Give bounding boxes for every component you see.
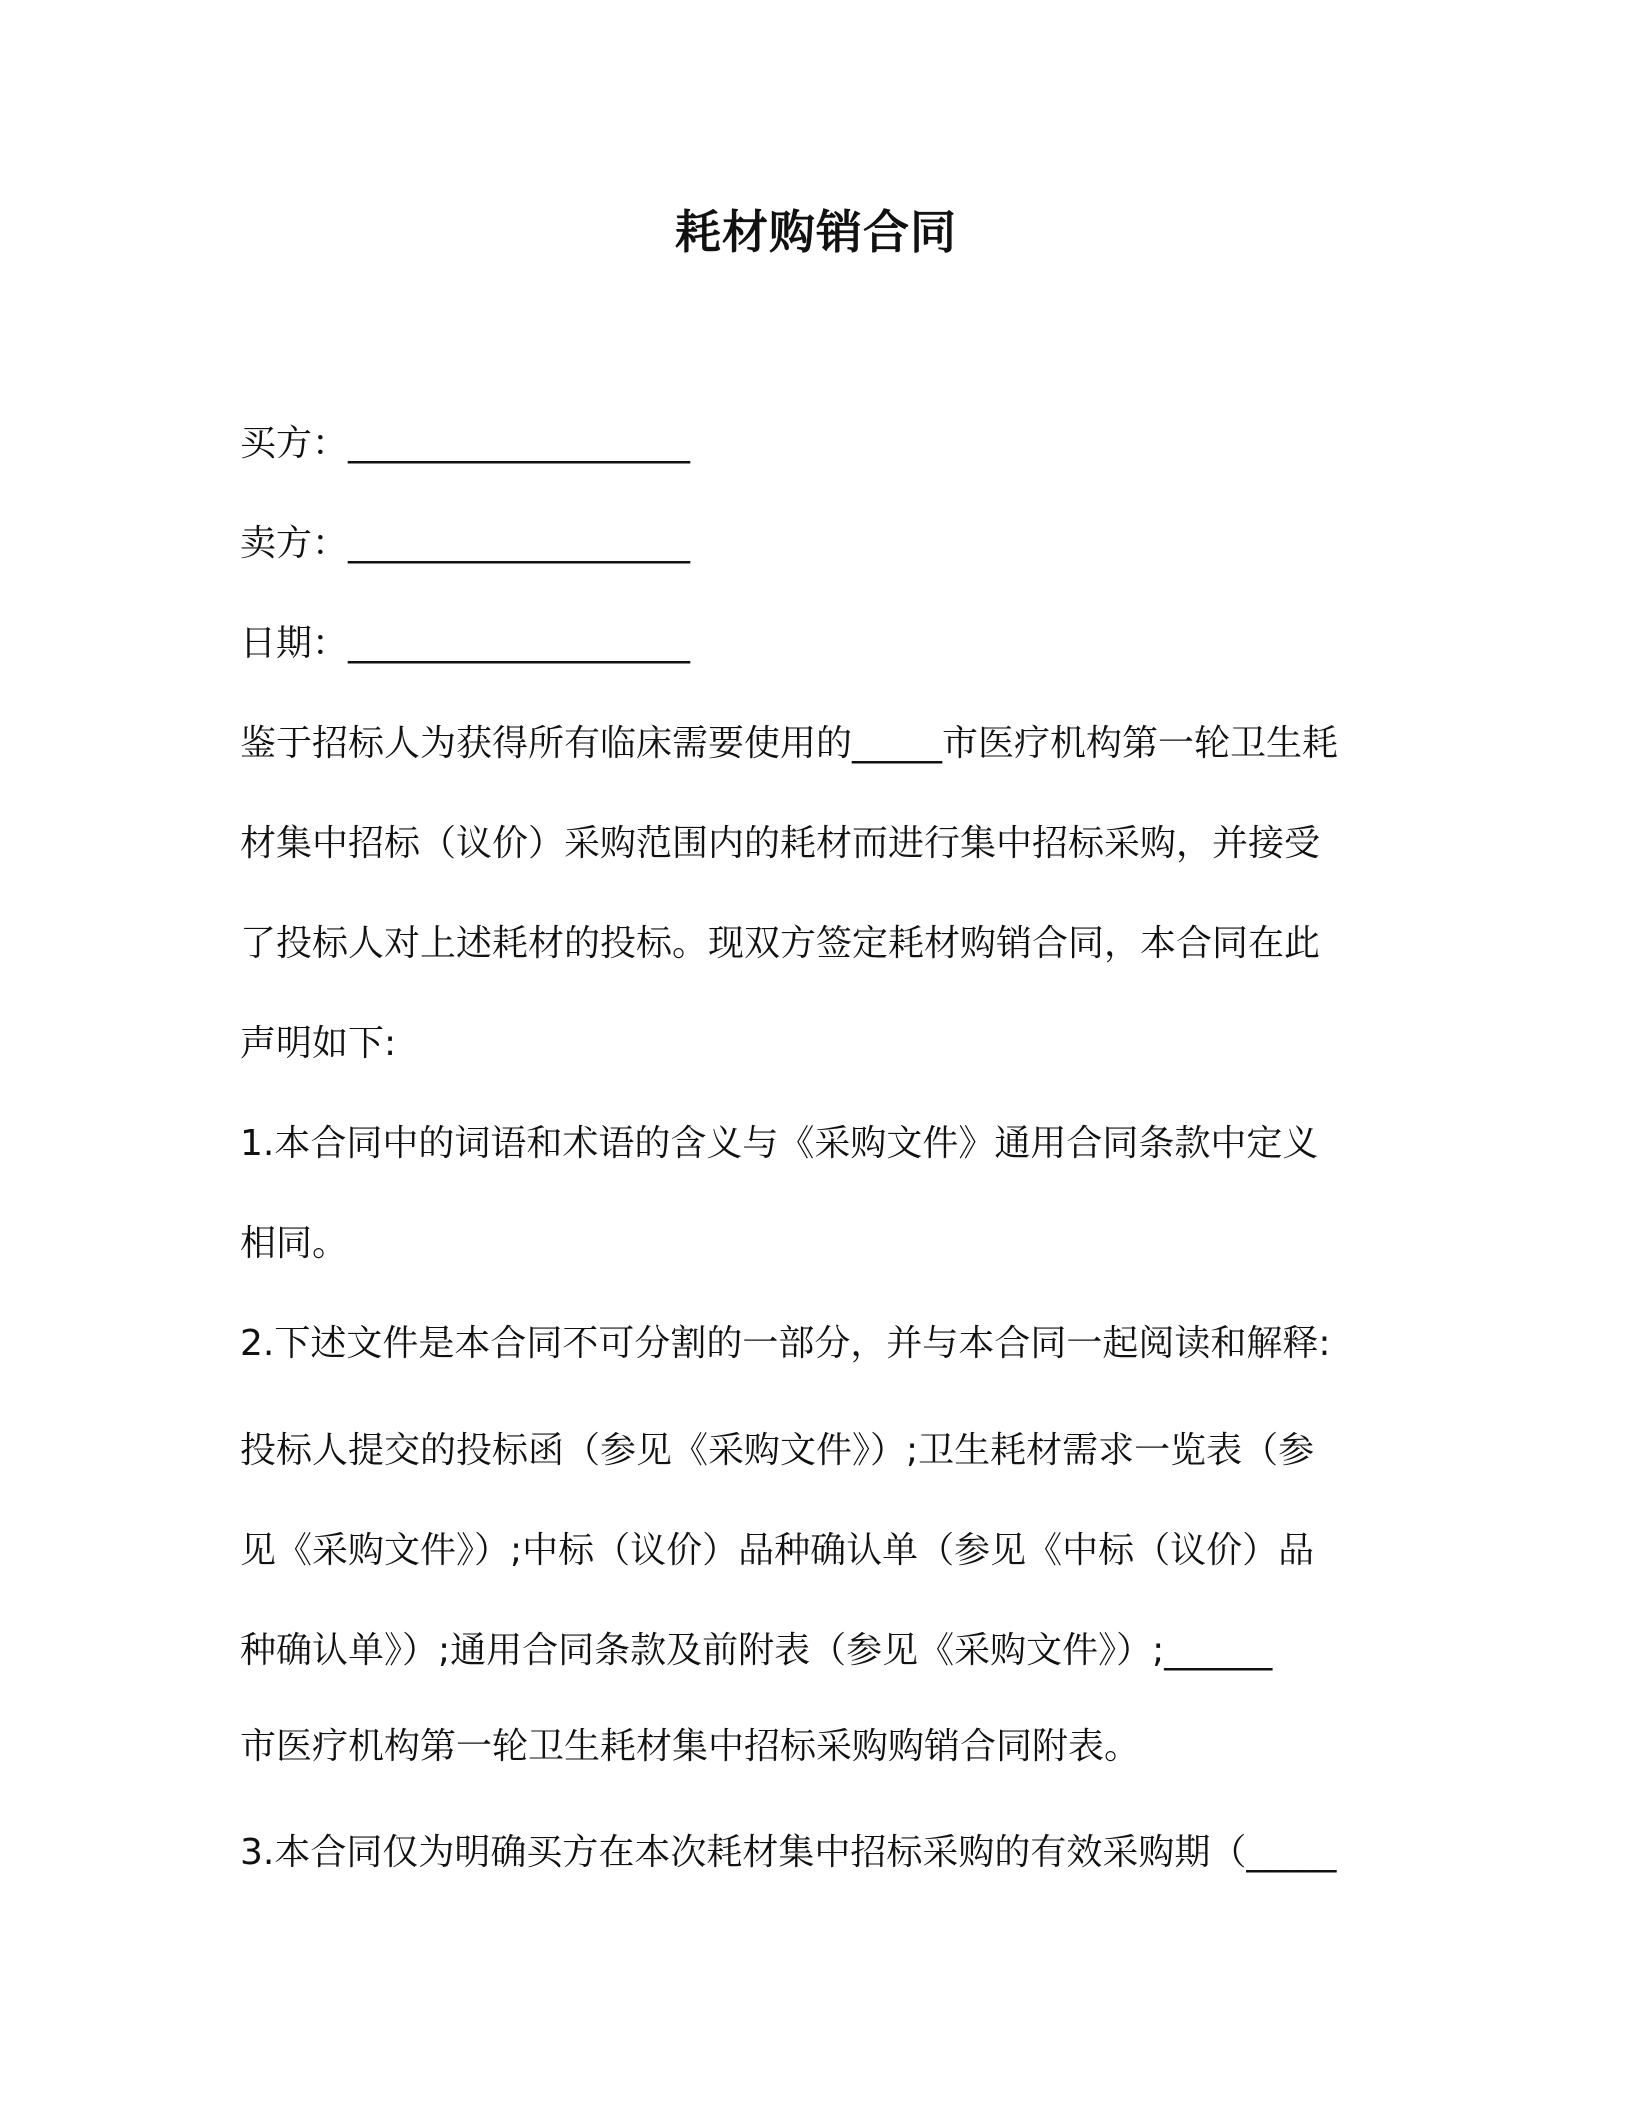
- clause-2-line: 市医疗机构第一轮卫生耗材集中招标采购购销合同附表。: [240, 1726, 1141, 1767]
- clause-2-line: 投标人提交的投标函（参见《采购文件》）;卫生耗材需求一览表（参: [240, 1430, 1315, 1471]
- date-label: 日期：: [240, 623, 349, 664]
- clause-2-line: 2.下述文件是本合同不可分割的一部分，并与本合同一起阅读和解释:: [240, 1323, 1331, 1364]
- seller-field: [240, 520, 690, 568]
- clause-3-line: 3.本合同仅为明确买方在本次耗材集中招标采购的有效采购期（_____: [240, 1832, 1337, 1873]
- clause-2-line: 见《采购文件》）;中标（议价）品种确认单（参见《中标（议价）品: [240, 1530, 1315, 1571]
- date-field: [240, 620, 690, 668]
- paragraph-line: 材集中招标（议价）采购范围内的耗材而进行集中招标采购，并接受: [240, 823, 1321, 864]
- clause-1-line: 1.本合同中的词语和术语的含义与《采购文件》通用合同条款中定义: [240, 1123, 1319, 1164]
- paragraph-line: 了投标人对上述耗材的投标。现双方签定耗材购销合同，本合同在此: [240, 923, 1321, 964]
- buyer-label: 买方：: [240, 423, 349, 464]
- paragraph-line: 鉴于招标人为获得所有临床需要使用的_____市医疗机构第一轮卫生耗: [240, 723, 1339, 764]
- buyer-blank: ___________________: [348, 423, 691, 464]
- date-blank: ___________________: [348, 623, 691, 664]
- document-title: 耗材购销合同: [675, 205, 957, 259]
- clause-2-line: 种确认单》）;通用合同条款及前附表（参见《采购文件》）;______: [240, 1630, 1273, 1671]
- seller-blank: ___________________: [348, 523, 691, 564]
- seller-label: 卖方：: [240, 523, 349, 564]
- buyer-field: [240, 420, 690, 468]
- paragraph-line: 声明如下:: [240, 1023, 397, 1064]
- clause-1-line: 相同。: [240, 1223, 349, 1264]
